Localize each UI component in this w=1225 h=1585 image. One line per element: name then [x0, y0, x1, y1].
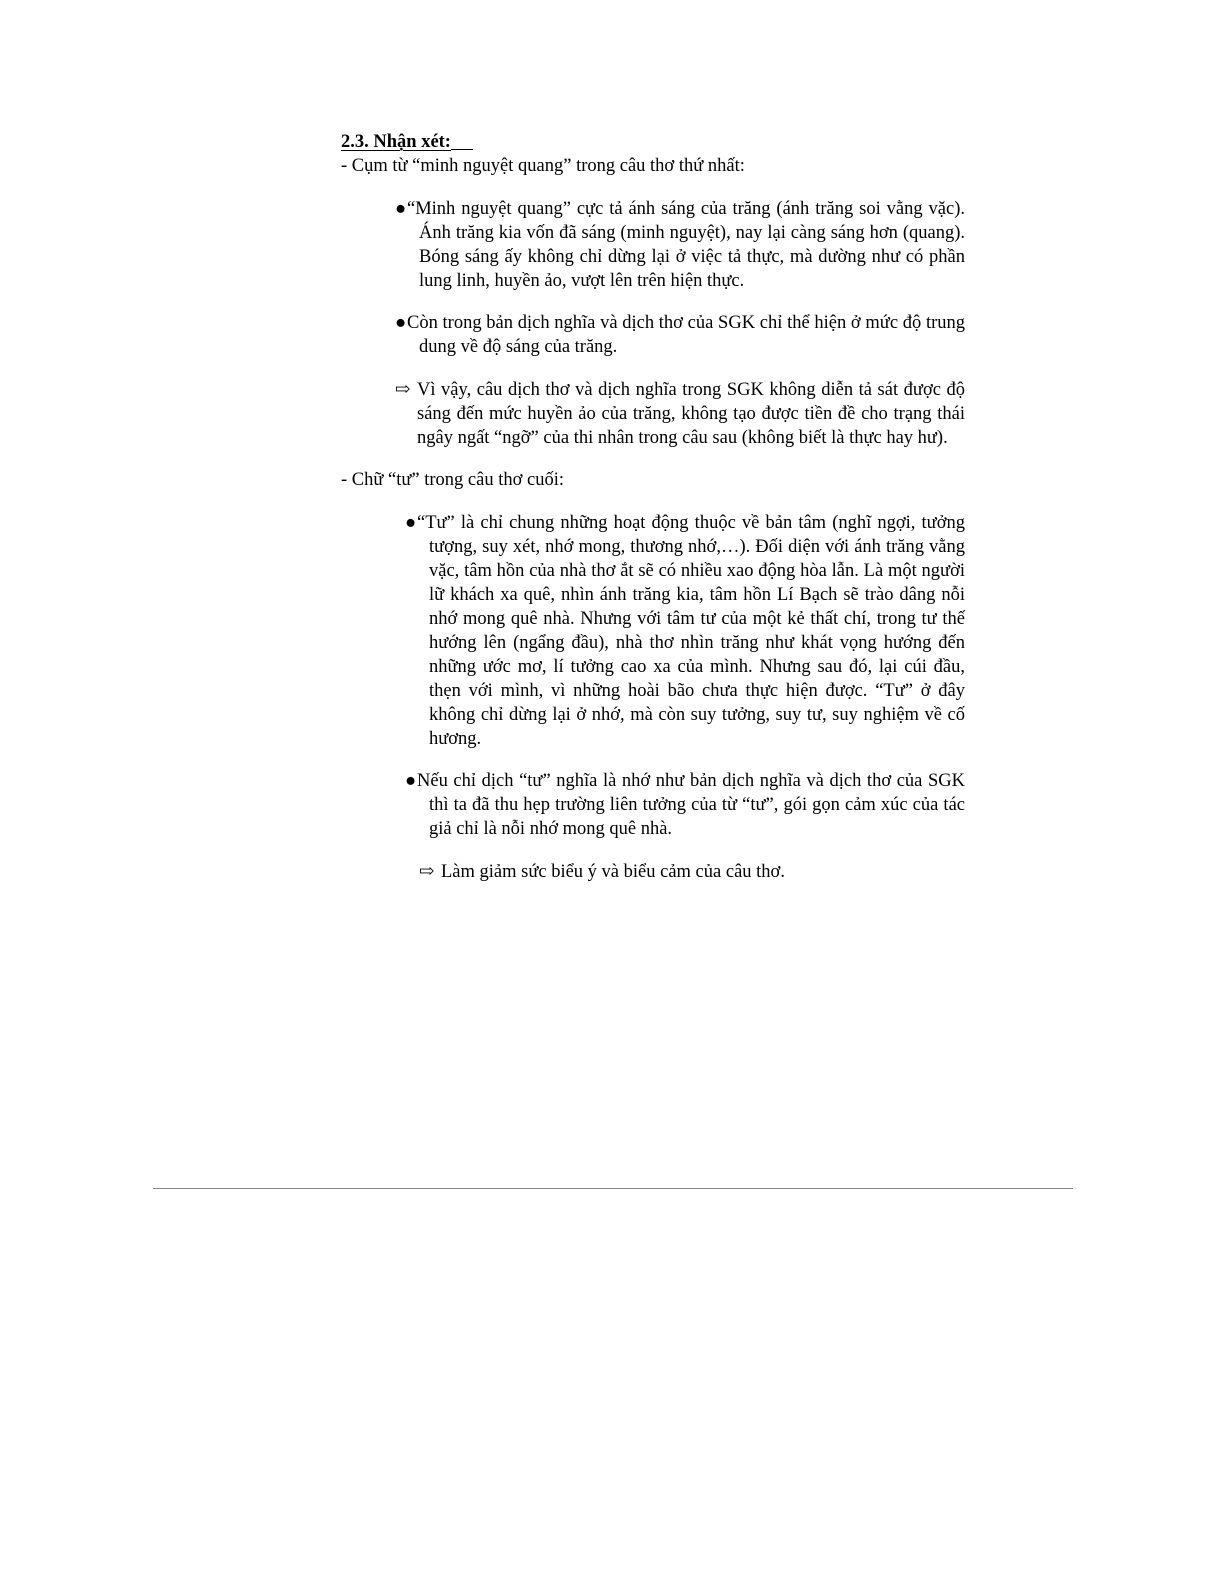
- section1-bullet-1: [395, 197, 965, 293]
- bullet-dot-icon: ●: [395, 198, 407, 219]
- section-heading: [341, 130, 965, 154]
- document-body: [341, 130, 965, 902]
- section-heading-text: 2.3. Nhận xét:: [341, 132, 451, 152]
- section2-intro: - Chữ “tư” trong câu thơ cuối:: [341, 470, 565, 490]
- section1-conclusion: [395, 378, 965, 450]
- section2-conclusion: [419, 860, 965, 884]
- section2-conclusion-text: Làm giảm sức biểu ý và biểu cảm của câu thơ.: [441, 861, 785, 882]
- outline-right-arrow-icon: ⇨: [395, 379, 411, 400]
- bullet-dot-icon: ●: [395, 313, 407, 333]
- bullet-dot-icon: ●: [405, 771, 417, 791]
- section2-bullet-2-text: Nếu chỉ dịch “tư” nghĩa là nhớ như bản dịch nghĩa và dịch thơ của SGK thì ta đã thu hẹp trường liên tưởng của từ “tư”, gói gọn cảm xúc của tác giả chỉ là nỗi nhớ mong quê nhà.: [417, 771, 965, 839]
- section2-bullet-1: [405, 511, 965, 751]
- bullet-dot-icon: ●: [405, 512, 417, 533]
- section1-conclusion-text: Vì vậy, câu dịch thơ và dịch nghĩa trong SGK không diễn tả sát được độ sáng đến mức huyền ảo của trăng, không tạo được tiền đề cho trạng thái ngây ngất “ngỡ” của thi nhân trong câu sau (không biết là thực hay hư).: [417, 379, 965, 448]
- section2-bullet-1-text: “Tư” là chỉ chung những hoạt động thuộc về bản tâm (nghĩ ngợi, tưởng tượng, suy xét, nhớ mong, thương nhớ,…). Đối diện với ánh trăng vằng vặc, tâm hồn của nhà thơ ắt sẽ có nhiều xao động hòa lẫn. Là một người lữ khách xa quê, nhìn ánh trăng kia, tâm hồn Lí Bạch sẽ trào dâng nỗi nhớ mong quê nhà. Nhưng với tâm tư của một kẻ thất chí, trong tư thế hướng lên (ngẩng đầu), nhà thơ nhìn trăng như khát vọng hướng đến những ước mơ, lí tưởng cao xa của mình. Nhưng sau đó, lại cúi đầu, thẹn với mình, vì những hoài bão chưa thực hiện được. “Tư” ở đây không chỉ dừng lại ở nhớ, mà còn suy tưởng, suy tư, suy nghiệm về cố hương.: [417, 512, 965, 749]
- section1-bullet-1-text: “Minh nguyệt quang” cực tả ánh sáng của trăng (ánh trăng soi vằng vặc). Ánh trăng kia vốn đã sáng (minh nguyệt), nay lại càng sáng hơn (quang). Bóng sáng ấy không chỉ dừng lại ở việc tả thực, mà dường như có phần lung linh, huyền ảo, vượt lên trên hiện thực.: [407, 198, 965, 291]
- page-divider: [153, 1188, 1073, 1189]
- section2-bullet-2: [405, 769, 965, 841]
- section1-bullet-2-text: Còn trong bản dịch nghĩa và dịch thơ của SGK chỉ thể hiện ở mức độ trung dung về độ sáng của trăng.: [407, 313, 965, 357]
- outline-right-arrow-icon: ⇨: [419, 861, 435, 882]
- section1-bullet-2: [395, 311, 965, 359]
- section1-intro: - Cụm từ “minh nguyệt quang” trong câu thơ thứ nhất:: [341, 156, 745, 176]
